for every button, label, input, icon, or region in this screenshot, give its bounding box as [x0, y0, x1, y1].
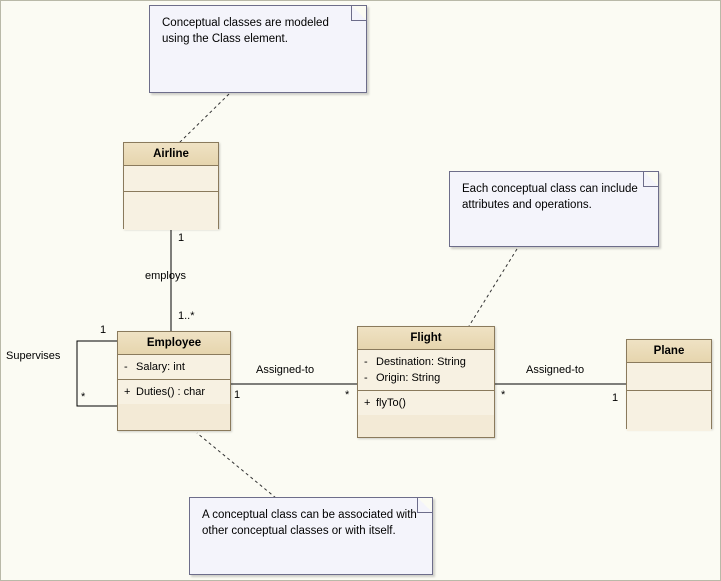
assoc-label-assigned-to-employee-flight: Assigned-to [256, 364, 315, 376]
class-plane-attributes [627, 363, 711, 391]
attribute-row [124, 359, 224, 375]
note-class-element[interactable] [149, 5, 367, 93]
class-flight-title: Flight [358, 327, 494, 350]
note-attributes-operations-text: Each conceptual class can include attributes and operations. [462, 183, 638, 211]
note-leader-class-element [179, 94, 229, 143]
multiplicity-flight-assigned: * [345, 389, 350, 401]
class-flight-operations [358, 391, 494, 415]
operation-row [124, 384, 224, 400]
multiplicity-airline-employs: 1 [178, 232, 185, 244]
class-plane[interactable] [626, 339, 712, 429]
note-leader-attributes [469, 249, 517, 326]
attribute-row [364, 354, 488, 370]
note-fold-icon [643, 172, 658, 187]
note-associations-text: A conceptual class can be associated with other conceptual classes or with itself. [202, 509, 417, 537]
attribute-text: Origin: String [376, 372, 441, 384]
class-airline[interactable] [123, 142, 219, 229]
attribute-row [364, 370, 488, 386]
note-fold-icon [417, 498, 432, 513]
operation-text: flyTo() [376, 397, 406, 409]
note-attributes-operations[interactable] [449, 171, 659, 247]
assoc-label-supervises: Supervises [6, 350, 61, 362]
visibility-marker: + [364, 397, 371, 409]
assoc-label-employs: employs [145, 270, 186, 282]
class-employee[interactable] [117, 331, 231, 431]
visibility-marker: - [124, 361, 128, 373]
attribute-text: Destination: String [376, 356, 466, 368]
class-plane-title: Plane [627, 340, 711, 363]
note-associations[interactable] [189, 497, 433, 575]
note-leader-associations [197, 433, 276, 498]
class-airline-title: Airline [124, 143, 218, 166]
multiplicity-employee-employs: 1..* [178, 310, 195, 322]
class-employee-attributes [118, 355, 230, 380]
operation-row [364, 395, 488, 411]
class-plane-operations [627, 391, 711, 431]
visibility-marker: - [364, 372, 368, 384]
multiplicity-employee-assigned: 1 [234, 389, 241, 401]
visibility-marker: - [364, 356, 368, 368]
multiplicity-supervises-source: 1 [100, 324, 107, 336]
visibility-marker: + [124, 386, 131, 398]
attribute-text: Salary: int [136, 361, 185, 373]
multiplicity-supervises-target: * [81, 391, 86, 403]
operation-text: Duties() : char [136, 386, 206, 398]
note-fold-icon [351, 6, 366, 21]
multiplicity-plane: 1 [612, 392, 619, 404]
class-flight[interactable] [357, 326, 495, 438]
assoc-label-assigned-to-flight-plane: Assigned-to [526, 364, 585, 376]
note-class-element-text: Conceptual classes are modeled using the Class element. [162, 17, 329, 45]
class-airline-operations [124, 192, 218, 230]
class-airline-attributes [124, 166, 218, 192]
class-employee-operations [118, 380, 230, 404]
multiplicity-flight-plane: * [501, 389, 506, 401]
class-flight-attributes [358, 350, 494, 391]
class-employee-title: Employee [118, 332, 230, 355]
